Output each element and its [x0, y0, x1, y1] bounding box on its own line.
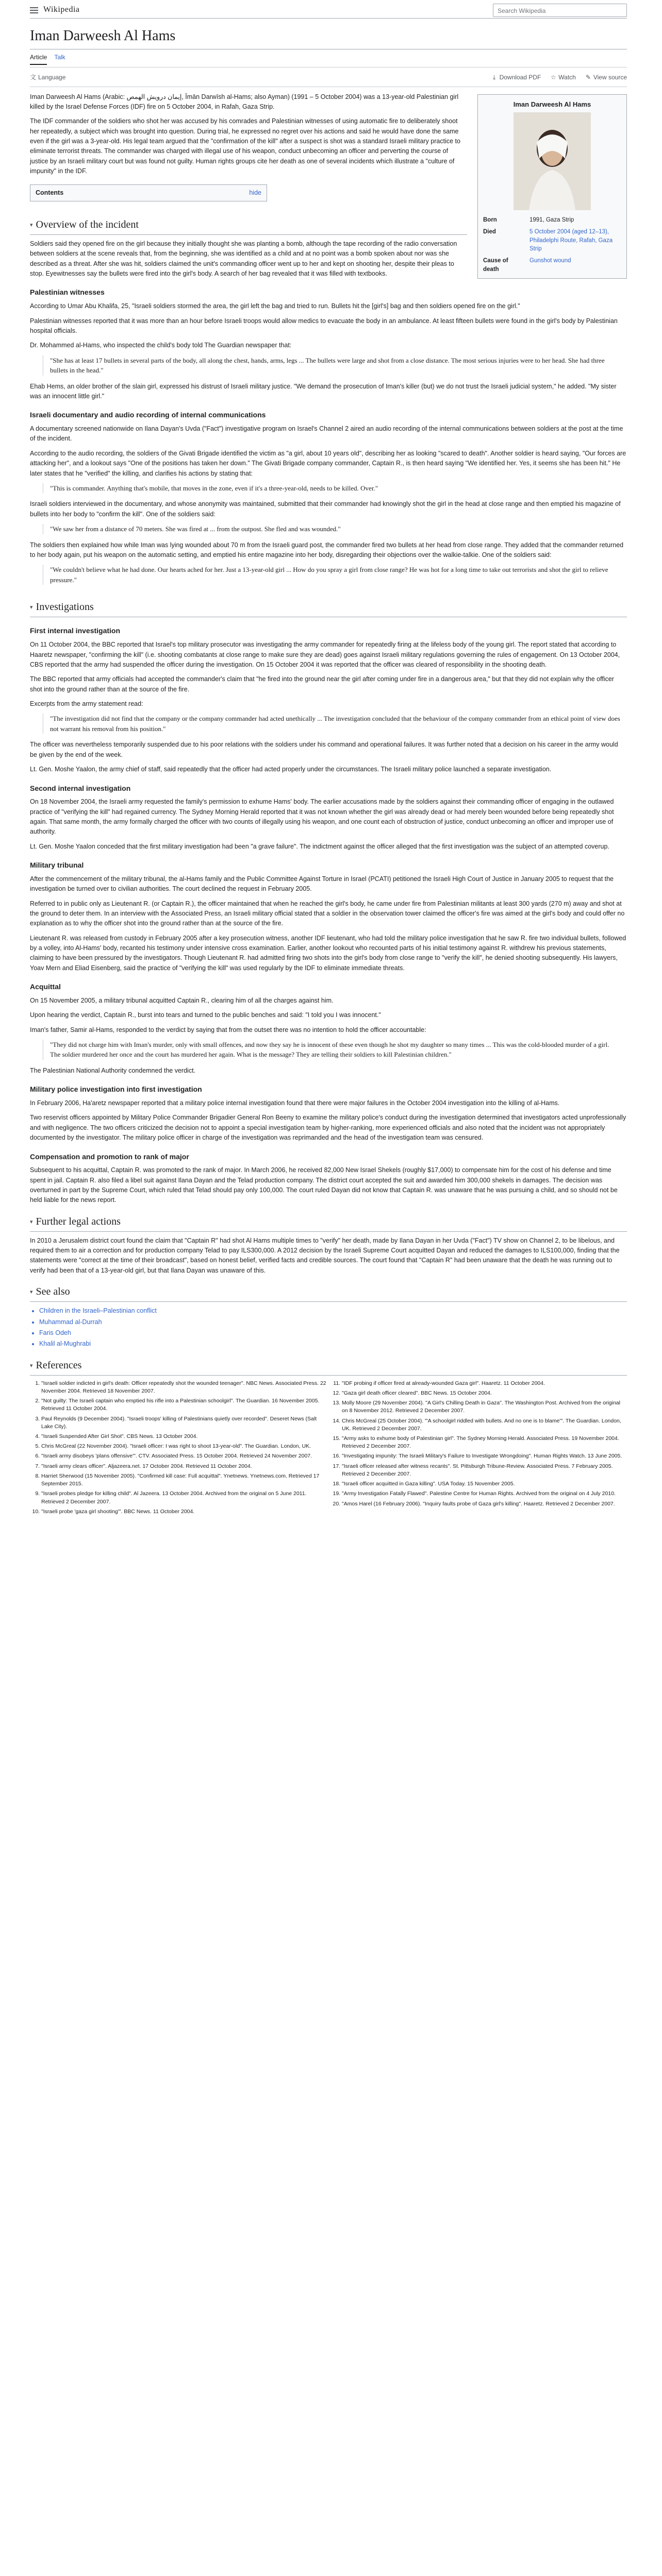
- witness-paragraph-3: Dr. Mohammed al-Hams, who inspected the child's body told The Guardian newspaper that:: [30, 342, 292, 349]
- subsection-first-investigation: First internal investigation: [30, 626, 121, 635]
- subsection-palestinian-witnesses: Palestinian witnesses: [30, 288, 105, 297]
- subsection-acquittal: Acquittal: [30, 982, 61, 991]
- compensation-paragraph: Subsequent to his acquittal, Captain R. was promoted to the rank of major. In March 2006, he received 82,000 New Israel Shekels (roughly $17,000) to compensate him for the cost of his defense and time spent in jail. Captain R. also filed a libel suit against Ilana Dayan and the Telad production company. The district court accepted the suit and awarded him 300,000 shekels in damages. The decision was overturned in part by the Supreme Court, which ruled that Telad should pay only 100,000. The court ruled Dayan did not know that Captain R. was unaware that he was pursuing a child, and so should not be held liable for the news report.: [30, 1166, 618, 1204]
- reference-item[interactable]: 7. "Israeli army clears officer". Aljazeera.net. 17 October 2004. Retrieved 11 October 2004.: [41, 1463, 326, 1470]
- toc-toggle[interactable]: hide: [249, 189, 261, 196]
- reference-item[interactable]: 17. "Israeli officer released after witness recants". St. Pittsburgh Tribune-Review. Associated Press. 7 February 2005. Retrieved 2 December 2007.: [342, 1463, 627, 1478]
- first-investigation-paragraph-5: Lt. Gen. Moshe Yaalon, the army chief of staff, said repeatedly that the officer had acted properly under the circumstances. The Israeli military police launched a separate investigation.: [30, 766, 552, 773]
- collapse-chevron-icon[interactable]: ▾: [30, 1218, 33, 1225]
- language-icon: 文: [30, 73, 37, 81]
- quote-soldier-1: "We saw her from a distance of 70 meters. She was fired at ... from the outpost. She fled and was wounded.": [42, 524, 627, 534]
- reference-item[interactable]: 19. "Army Investigation Fatally Flawed". Palestine Centre for Human Rights. Archived from the original on 4 July 2010.: [342, 1490, 627, 1498]
- view-source-button[interactable]: ✎ View source: [585, 73, 627, 82]
- reference-item[interactable]: 1. "Israeli soldier indicted in girl's death: Officer repeatedly shot the wounded teenager". NBC News. Associated Press. 22 November 2004. Retrieved 18 November 2007.: [41, 1380, 326, 1395]
- quote-doctor: "She has at least 17 bullets in several parts of the body, all along the chest, hands, arms, legs ... The bullets were large and shot from a close distance. The most serious injuries were to her head. She had three bullets in the head.": [42, 355, 627, 376]
- reference-item[interactable]: 16. "Investigating impunity: The Israeli Military's Failure to Investigate Wrongdoing". Human Rights Watch. 13 June 2005.: [342, 1452, 627, 1460]
- acquittal-paragraph-4: The Palestinian National Authority condemned the verdict.: [30, 1066, 196, 1074]
- witness-paragraph-1: According to Umar Abu Khalifa, 25, "Israeli soldiers stormed the area, the girl left the bag and tried to run. Bullets hit the [girl's] bag and then soldiers opened fire on the girl.": [30, 302, 520, 310]
- watch-button[interactable]: ☆ Watch: [550, 73, 576, 82]
- see-also-item[interactable]: • Khalil al-Mughrabi: [39, 1339, 627, 1349]
- quote-army-statement: "The investigation did not find that the company or the company commander had acted unethically ... The investigation concluded that the behaviour of the company commander from an ethical point of view does not warrant his removal from his position.": [42, 714, 627, 734]
- military-police-paragraph-2: Two reservist officers appointed by Military Police Commander Brigadier General Ron Beeny to examine the military police's conduct during the investigation determined that investigators acted unprofessionally and with negligence. The two officers criticized the decision not to appoint a special investigation team by higher-ranking, more experienced officials and also noted that the incident was not appropriately documented by the investigator. The military police officer in charge of the investigation was reprimanded and the head of the investigation team was censured.: [30, 1114, 626, 1142]
- see-also-item[interactable]: • Muhammad al-Durrah: [39, 1317, 627, 1327]
- section-overview[interactable]: ▾ Overview of the incident: [30, 217, 467, 235]
- language-button[interactable]: 文 Language: [30, 73, 65, 82]
- section-references[interactable]: ▾ References: [30, 1358, 627, 1376]
- see-also-item[interactable]: • Faris Odeh: [39, 1328, 627, 1338]
- acquittal-paragraph-1: On 15 November 2005, a military tribunal acquitted Captain R., clearing him of all the charges against him.: [30, 996, 334, 1004]
- site-header: [30, 0, 627, 19]
- overview-paragraph: Soldiers said they opened fire on the girl because they initially thought she was planting a bomb, although the tape recording of the radio conversation between soldiers at the scene reveals that, from the beginning, she was identified as a child and at no point was a bomb spoken about nor was she described as a threat. After she was hit, soldiers claimed the unit's commanding officer went up to her and kept on shooting her, despite their pleas to stop. Eyewitnesses say the bullets were fired into the girl's body. A search of her bag revealed that it was filled with textbooks.: [30, 240, 457, 278]
- infobox-row-born: Born 1991, Gaza Strip: [483, 217, 574, 224]
- tribunal-paragraph-2: Referred to in public only as Lieutenant R. (or Captain R.), the officer maintained that when he reached the girl's body, he came under fire from Palestinian militants at least 300 yards (270 m) away and shot at the ground to deter them. In an interview with the Associated Press, an Israeli military official stated that a soldier in the observation tower claimed the officer's fire was aimed at the girl's body and could offer no explanation as to why the officer shot into the ground rather than at the source of the fire.: [30, 900, 625, 927]
- reference-item[interactable]: 18. "Israeli officer acquitted in Gaza killing". USA Today. 15 November 2005.: [342, 1480, 627, 1488]
- article-body: [30, 87, 627, 1516]
- military-police-paragraph-1: In February 2006, Ha'aretz newspaper reported that a military police internal investigation found that there were major failures in the October 2004 investigation into the killing of al-Hams.: [30, 1099, 560, 1107]
- documentary-paragraph-4: The soldiers then explained how while Iman was lying wounded about 70 m from the Israeli guard post, the commander fired two bullets at her head from close range. They added that the commander returned to her body again, put his weapon on the automatic setting, and emptied his entire magazine into her body, disregarding their objections over the walkie-talkie. One of the soldiers said:: [30, 541, 624, 559]
- section-see-also[interactable]: ▾ See also: [30, 1284, 627, 1302]
- second-investigation-paragraph-1: On 18 November 2004, the Israeli army requested the family's permission to exhume Hams' body. The earlier accusations made by the soldiers against their commanding officer of engaging in the outlawed practice of "verifying the kill" had regained currency. The Sydney Morning Herald reported that it was not known whether the girl was already dead or had merely been wounded before being repeatedly shot again. That same month, the army formally charged the officer with two counts of illegally using his weapon, and one count each of obstruction of justice, conduct unbecoming an officer and improper use of authority.: [30, 798, 614, 836]
- acquittal-paragraph-3: Iman's father, Samir al-Hams, responded to the verdict by saying that from the outset there was no intention to hold the officer accountable:: [30, 1026, 426, 1033]
- first-investigation-paragraph-4: The officer was nevertheless temporarily suspended due to his poor relations with the soldiers under his command and operational failures. It was further noted that a decision on his career in the army would be given by the end of the week.: [30, 741, 618, 758]
- documentary-paragraph-1: A documentary screened nationwide on Ilana Dayan's Uvda ("Fact") investigative program on Israel's Channel 2 aired an audio recording of the internal communications between soldiers at the post at the time of the incident.: [30, 425, 623, 443]
- table-of-contents[interactable]: [30, 184, 267, 201]
- quote-commander: "This is commander. Anything that's mobile, that moves in the zone, even if it's a three-year-old, needs to be killed. Over.": [42, 483, 627, 494]
- subsection-military-police: Military police investigation into first investigation: [30, 1085, 202, 1094]
- reference-item[interactable]: 11. "IDF probing if officer fired at already-wounded Gaza girl". Haaretz. 11 October 2004.: [342, 1380, 627, 1387]
- reference-item[interactable]: 4. "Israeli Suspended After Girl Shot". CBS News. 13 October 2004.: [41, 1433, 326, 1440]
- collapse-chevron-icon[interactable]: ▾: [30, 1362, 33, 1369]
- see-also-item[interactable]: • Children in the Israeli–Palestinian conflict: [39, 1306, 627, 1316]
- collapse-chevron-icon[interactable]: ▾: [30, 1289, 33, 1296]
- reference-item[interactable]: 14. Chris McGreal (25 October 2004). "'A schoolgirl riddled with bullets. And no one is to blame'". The Guardian. London, UK. Retrieved 2 December 2007.: [342, 1417, 627, 1433]
- collapse-chevron-icon[interactable]: ▾: [30, 604, 33, 611]
- download-pdf-button[interactable]: ⤓ Download PDF: [491, 73, 541, 82]
- tribunal-paragraph-1: After the commencement of the military tribunal, the al-Hams family and the Public Committee Against Torture in Israel (PCATI) petitioned the Israeli High Court of Justice in January 2005 to request that the investigation be turned over to civilian authorities. The court declined the request in February 2005.: [30, 875, 614, 893]
- quote-soldier-2: "We couldn't believe what he had done. Our hearts ached for her. Just a 13-year-old girl ... How do you spray a girl from close range? He was hot for a long time to take out terrorists and shot the girl to relieve pressure.": [42, 565, 627, 585]
- section-investigations[interactable]: ▾ Investigations: [30, 599, 627, 617]
- namespace-tabs: [30, 52, 627, 67]
- witness-paragraph-2: Palestinian witnesses reported that it was more than an hour before Israeli troops would allow medics to evacuate the body in an ambulance. At least fifteen bullets were found in the girl's body by Palestinian hospital officials.: [30, 317, 618, 334]
- subsection-second-investigation: Second internal investigation: [30, 784, 131, 792]
- infobox-title: Iman Darweesh Al Hams: [513, 100, 591, 108]
- reference-item[interactable]: 10. "Israeli probe 'gaza girl shooting'". BBC News. 11 October 2004.: [41, 1508, 326, 1516]
- first-investigation-paragraph-1: On 11 October 2004, the BBC reported that Israel's top military prosecutor was investigating the army commander for repeatedly firing at the lifeless body of the young girl. The report stated that according to Haaretz newspaper, "confirming the kill" (i.e. shooting combatants at close range to make sure they are dead) goes against Israeli military regulations governing the rules of engagement. On 13 October 2004, CBS reported that the army had suspended the officer during the investigation. On 15 October 2004 it was reported that the officer was cleared of responsibility in the shooting death.: [30, 641, 620, 668]
- first-investigation-paragraph-2: The BBC reported that army officials had accepted the commander's claim that "he fired into the ground near the girl after coming under fire in a dangerous area," but that they did not explain why the officer shot into the ground rather than at the source of the fire.: [30, 675, 614, 693]
- section-further-legal-actions[interactable]: ▾ Further legal actions: [30, 1214, 627, 1232]
- reference-item[interactable]: 12. "Gaza girl death officer cleared". BBC News. 15 October 2004.: [342, 1389, 627, 1397]
- main-menu-icon[interactable]: [30, 7, 38, 13]
- edit-icon: ✎: [585, 73, 591, 81]
- subsection-compensation: Compensation and promotion to rank of major: [30, 1152, 189, 1161]
- star-icon: ☆: [550, 73, 556, 81]
- second-investigation-paragraph-2: Lt. Gen. Moshe Yaalon conceded that the first military investigation had been "a grave failure". The indictment against the officer alleged that the first investigation was the subject of an attempted coverup.: [30, 842, 609, 850]
- toc-label: Contents: [36, 189, 64, 196]
- reference-item[interactable]: 8. Harriet Sherwood (15 November 2005). "Confirmed kill case: Full acquittal". Ynetnews. Ynetnews.com. Retrieved 17 September 2015.: [41, 1472, 326, 1488]
- legal-paragraph: In 2010 a Jerusalem district court found the claim that "Captain R" had shot Al Hams multiple times to "verify" her death, made by Ilana Dayan in her Uvda ("Fact") TV show on Channel 2, to be libelous, and required them to air a correction and for production company Telad to pay ILS300,000. A 2012 decision by the Israeli Supreme Court acquitted Dayan and reduced the damages to ILS100,000, finding that the statements were "correct at the time of their broadcast", based on honest belief, verified facts and credible sources. The court found that "Captain R" had been unaware that the death he was running out to verify had been that of a 13-year-old girl, but that Ilana Dayan was unaware of this.: [30, 1236, 620, 1274]
- reference-item[interactable]: 2. "Not guilty: The Israeli captain who emptied his rifle into a Palestinian schoolgirl". The Guardian. 16 November 2005. Retrieved 11 October 2004.: [41, 1397, 326, 1413]
- search-input[interactable]: Search Wikipedia: [493, 4, 627, 17]
- infobox-row-died: Died 5 October 2004 (aged 12–13), Philadelphi Route, Rafah, Gaza Strip: [483, 229, 613, 252]
- portrait-photo[interactable]: [514, 112, 591, 210]
- page-title: Iman Darweesh Al Hams: [30, 25, 627, 49]
- tab-talk[interactable]: Talk: [54, 54, 65, 61]
- reference-item[interactable]: 9. "Israeli probes pledge for killing child". Al Jazeera. 13 October 2004. Archived from the original on 5 June 2011. Retrieved 2 December 2007.: [41, 1490, 326, 1505]
- references-list: [41, 1380, 627, 1516]
- lead-paragraph-2: The IDF commander of the soldiers who shot her was accused by his comrades and Palestinian witnesses of using automatic fire to deliberately shoot her repeatedly, a subject which was brought into question. During trial, he expressed no regret over his actions and said he would have done the same even if the girl was a 3-year-old. His legal team argued that the "confirmation of the kill" after a suspect is shot was a standard Israeli military practice to eliminate terrorist threats. The commander was charged with illegal use of his weapon, conduct unbecoming an officer and perverting the course of justice by an Israeli military court but was found not guilty. Human rights groups cite her death as one of several incidents which illustrate a "culture of impunity" in the IDF.: [30, 117, 460, 175]
- first-investigation-paragraph-3: Excerpts from the army statement read:: [30, 700, 143, 708]
- quote-father: "They did not charge him with Iman's murder, only with small offences, and now they say he is innocent of these even though he shot my daughter so many times ... This was the cold-blooded murder of a girl. The soldier murdered her once and the court has murdered her again. What is the message? They are telling their soldiers to kill Palestinian children.": [42, 1040, 627, 1060]
- infobox: [477, 94, 627, 279]
- reference-item[interactable]: 3. Paul Reynolds (9 December 2004). "Israeli troops' killing of Palestinians quietly over recorded". Deseret News (Salt Lake City).: [41, 1415, 326, 1431]
- wikipedia-wordmark[interactable]: Wikipedia: [43, 5, 80, 14]
- tab-article[interactable]: Article: [30, 53, 47, 65]
- witness-paragraph-4: Ehab Hems, an older brother of the slain girl, expressed his distrust of Israeli military justice. "We demand the prosecution of Iman's killer (but) we do not trust the Israeli judicial system," he added. "My sister was an innocent little girl.": [30, 382, 617, 400]
- reference-item[interactable]: 15. "Army asks to exhume body of Palestinian girl". The Sydney Morning Herald. Associated Press. 19 November 2004. Retrieved 2 December 2007.: [342, 1435, 627, 1450]
- acquittal-paragraph-2: Upon hearing the verdict, Captain R., burst into tears and turned to the public benches and said: "I told you I was innocent.": [30, 1011, 381, 1019]
- subsection-israeli-documentary: Israeli documentary and audio recording of internal communications: [30, 411, 266, 419]
- download-icon: ⤓: [492, 73, 496, 81]
- infobox-row-cause: Cause of death Gunshot wound: [483, 258, 571, 273]
- infobox-table: [481, 214, 623, 275]
- lead-paragraph-1: Iman Darweesh Al Hams (Arabic: إيمان درويش الهمص, Īmān Darwīsh al-Hams; also Ayman) (1991 – 5 October 2004) was a 13-year-old Palestinian girl killed by the Israel Defense Forces (IDF) fire on 5 October 2004, in Rafah, Gaza Strip.: [30, 93, 459, 110]
- see-also-list: [39, 1306, 627, 1349]
- subsection-military-tribunal: Military tribunal: [30, 861, 84, 870]
- documentary-paragraph-2: According to the audio recording, the soldiers of the Givati Brigade identified the victim as "a girl, about 10 years old", describing her as looking "scared to death". Another soldier is heard saying, "Our forces are attacking her", and a lookout says "One of the positions has taken her down." The Givati Brigade company commander, Captain R., is then heard saying "We identified her. Yes, it seems she has been hit." He later states that he "verified" the killing, and clarifies his actions by stating that:: [30, 449, 626, 477]
- documentary-paragraph-3: Israeli soldiers interviewed in the documentary, and whose anonymity was maintained, submitted that their commander had knowingly shot the girl in the head at close range and then emptied his magazine of bullets into her body to "confirm the kill". One of the soldiers said:: [30, 500, 621, 518]
- collapse-chevron-icon[interactable]: ▾: [30, 221, 33, 228]
- reference-item[interactable]: 6. "Israeli army disobeys 'plans offensive'". CTV. Associated Press. 15 October 2004. Retrieved 24 November 2007.: [41, 1452, 326, 1460]
- portrait-image: [514, 112, 591, 210]
- page-toolbar: [30, 67, 627, 87]
- reference-item[interactable]: 5. Chris McGreal (22 November 2004). "Israeli officer: I was right to shoot 13-year-old". The Guardian. London, UK.: [41, 1443, 326, 1450]
- reference-item[interactable]: 20. "Amos Harel (16 February 2006). "Inquiry faults probe of Gaza girl's killing". Haaretz. Retrieved 2 December 2007.: [342, 1500, 627, 1508]
- reference-item[interactable]: 13. Molly Moore (29 November 2004). "A Girl's Chilling Death in Gaza". The Washington Post. Archived from the original on 8 November 2012. Retrieved 2 December 2007.: [342, 1399, 627, 1415]
- tribunal-paragraph-3: Lieutenant R. was released from custody in February 2005 after a key prosecution witness, another IDF lieutenant, who had told the military police investigation that he saw R. fire two individual bullets, followed by a volley, into Al-Hams' body, recanted his testimony under intensive cross examination. Earlier, another lookout who recounted parts of his initial testimony against R. withdrew his previous statements, claiming to have been pressured by the investigators. Though Lieutenant R. had admitted firing two shots into the girl's body from close range to "verify the kill", he denied shooting subsequently. His lawyers, Yoav Mern and Eliad Eisenberg, said the practice of "verifying the kill" was used regularly by the IDF to eliminate immediate threats.: [30, 934, 626, 972]
